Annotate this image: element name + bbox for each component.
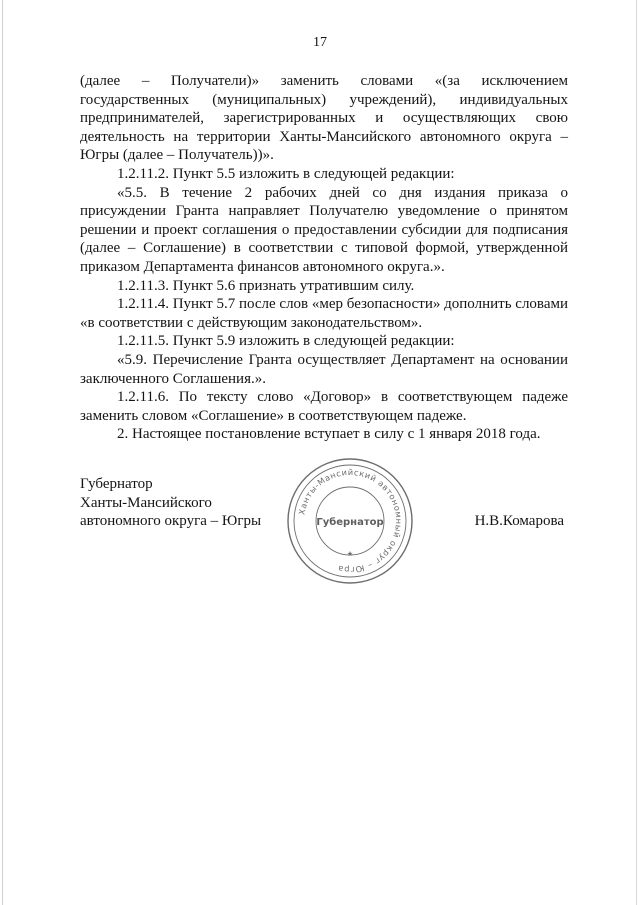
document-paragraph: (далее – Получатели)» заменить словами «(за исключением государственных (муниципальных) учреждений), индивидуальных предпринимателей, зарегистрированных и осуществляющих свою деятельность на территории Ханты-Мансийского автономного округа – Югры (далее – Получатель))». <box>80 73 568 164</box>
scan-edge-right <box>636 0 637 905</box>
document-paragraph: «5.9. Перечисление Гранта осуществляет Департамент на основании заключенного Соглашения.». <box>80 351 568 387</box>
document-paragraph: 1.2.11.6. По тексту слово «Договор» в соответствующем падеже заменить словом «Соглашение» в соответствующем падеже. <box>80 389 568 424</box>
document-paragraph: 1.2.11.5. Пункт 5.9 изложить в следующей редакции: <box>117 333 455 350</box>
seal-center-text: Губернатор <box>316 517 384 528</box>
document-body <box>80 72 568 444</box>
position-line: автономного округа – Югры <box>80 513 262 530</box>
scan-edge-left <box>2 0 3 905</box>
signatory-name: Н.В.Комарова <box>474 513 564 529</box>
official-seal <box>282 453 418 589</box>
document-paragraph: 1.2.11.4. Пункт 5.7 после слов «мер безопасности» дополнить словами «в соответствии с действующим законодательством». <box>80 296 568 331</box>
position-line: Ханты-Мансийского <box>80 494 212 511</box>
page-number: 17 <box>313 35 327 50</box>
document-paragraph: 1.2.11.2. Пункт 5.5 изложить в следующей редакции: <box>117 165 455 182</box>
star-icon: ★ <box>346 550 354 558</box>
seal-ring-text: Ханты-Мансийский автономный округ – Югра <box>296 466 405 576</box>
document-paragraph: «5.5. В течение 2 рабочих дней со дня издания приказа о присуждении Гранта направляет Получателю уведомление о принятом решении и проект соглашения о предоставлении субсидии для подписания (далее – Соглашение) в соответствии с типовой формой, утвержденной приказом Департамента финансов автономного округа.». <box>80 184 568 275</box>
signature-position <box>80 475 261 531</box>
document-paragraph: 2. Настоящее постановление вступает в силу с 1 января 2018 года. <box>117 426 541 443</box>
position-line: Губернатор <box>80 476 153 492</box>
document-paragraph: 1.2.11.3. Пункт 5.6 признать утратившим силу. <box>117 277 415 294</box>
